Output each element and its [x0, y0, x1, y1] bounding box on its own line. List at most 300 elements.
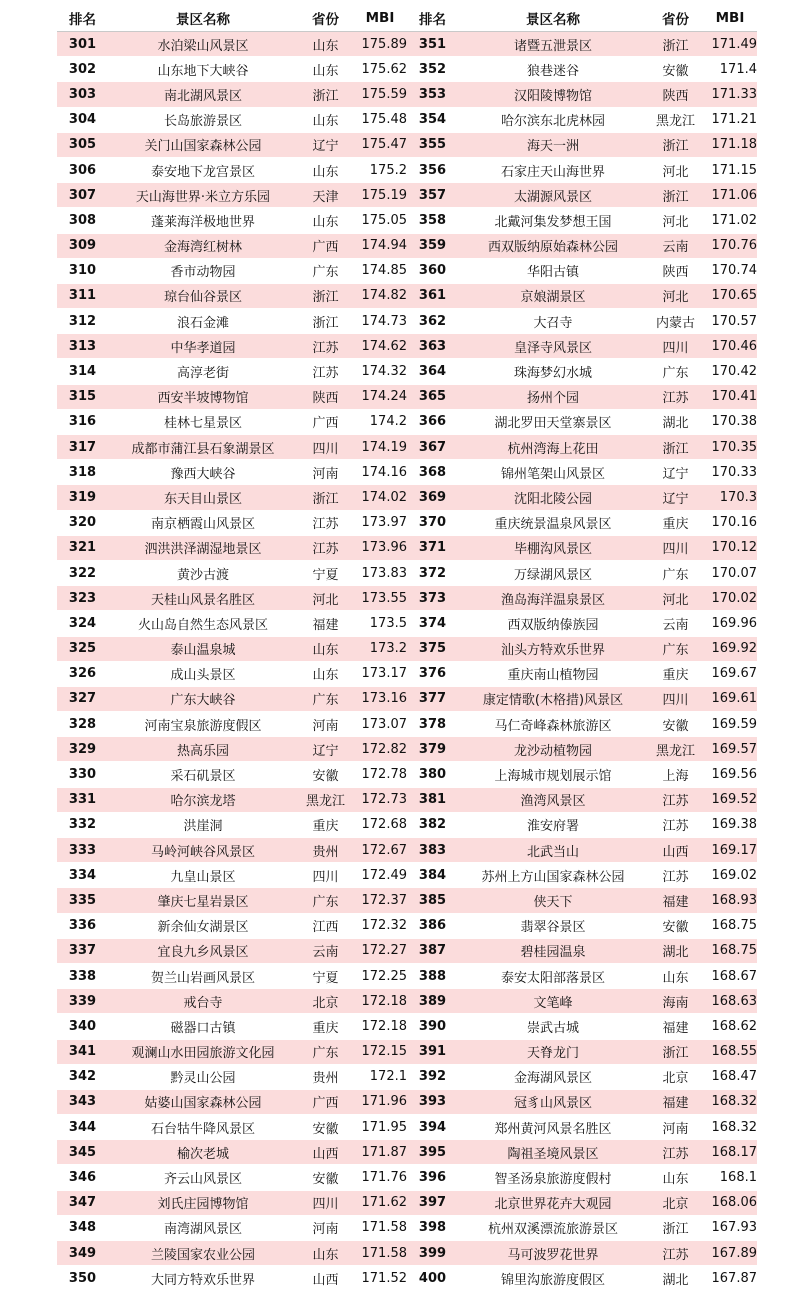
right-name-cell: 冠豸山风景区: [458, 1089, 648, 1114]
table-row: [57, 963, 757, 988]
table-row: [57, 989, 757, 1014]
left-mbi-cell: 171.58: [353, 1215, 407, 1240]
left-mbi-cell: 175.47: [353, 132, 407, 157]
right-mbi-cell: 169.92: [703, 636, 757, 661]
left-mbi-cell: 172.1: [353, 1064, 407, 1089]
right-province-cell: 广东: [648, 359, 703, 384]
right-province-cell: 安徽: [648, 913, 703, 938]
left-mbi-cell: 175.05: [353, 208, 407, 233]
right-name-cell: 沈阳北陵公园: [458, 485, 648, 510]
left-name-cell: 姑婆山国家森林公园: [108, 1089, 298, 1114]
right-rank-cell: 353: [407, 82, 458, 107]
left-rank-cell: 302: [57, 57, 108, 82]
left-mbi-cell: 172.25: [353, 963, 407, 988]
left-rank-cell: 303: [57, 82, 108, 107]
right-rank-cell: 370: [407, 510, 458, 535]
left-rank-cell: 304: [57, 107, 108, 132]
table-row: [57, 460, 757, 485]
right-name-cell: 杭州湾海上花田: [458, 435, 648, 460]
left-province-cell: 重庆: [298, 1014, 353, 1039]
left-rank-cell: 341: [57, 1039, 108, 1064]
right-rank-cell: 357: [407, 183, 458, 208]
left-province-cell: 四川: [298, 863, 353, 888]
right-name-cell: 大召寺: [458, 309, 648, 334]
left-province-cell: 山东: [298, 661, 353, 686]
right-rank-cell: 356: [407, 157, 458, 182]
table-row: [57, 1266, 757, 1291]
left-province-cell: 重庆: [298, 812, 353, 837]
right-province-cell: 云南: [648, 611, 703, 636]
left-province-cell: 山东: [298, 57, 353, 82]
left-name-cell: 浪石金滩: [108, 309, 298, 334]
left-rank-cell: 344: [57, 1115, 108, 1140]
right-name-cell: 郑州黄河风景名胜区: [458, 1115, 648, 1140]
right-name-cell: 碧桂园温泉: [458, 938, 648, 963]
right-rank-cell: 386: [407, 913, 458, 938]
table-row: [57, 787, 757, 812]
right-province-cell: 重庆: [648, 661, 703, 686]
right-mbi-cell: 170.02: [703, 586, 757, 611]
left-mbi-cell: 173.07: [353, 712, 407, 737]
left-name-cell: 蓬莱海洋极地世界: [108, 208, 298, 233]
left-mbi-cell: 175.48: [353, 107, 407, 132]
right-mbi-cell: 170.3: [703, 485, 757, 510]
left-rank-cell: 325: [57, 636, 108, 661]
right-province-cell: 四川: [648, 535, 703, 560]
left-name-cell: 马岭河峡谷风景区: [108, 838, 298, 863]
right-province-cell: 四川: [648, 334, 703, 359]
left-province-cell: 贵州: [298, 838, 353, 863]
left-province-cell: 安徽: [298, 1115, 353, 1140]
left-rank-cell: 349: [57, 1241, 108, 1266]
right-mbi-cell: 168.32: [703, 1115, 757, 1140]
left-rank-cell: 334: [57, 863, 108, 888]
left-mbi-cell: 172.49: [353, 863, 407, 888]
table-row: [57, 812, 757, 837]
right-mbi-cell: 168.06: [703, 1190, 757, 1215]
left-province-cell: 江西: [298, 913, 353, 938]
right-mbi-cell: 170.07: [703, 560, 757, 585]
left-mbi-cell: 174.19: [353, 435, 407, 460]
table-row: [57, 888, 757, 913]
left-mbi-cell: 173.83: [353, 560, 407, 585]
header-province-right: 省份: [648, 5, 703, 32]
left-province-cell: 贵州: [298, 1064, 353, 1089]
table-row: [57, 435, 757, 460]
right-rank-cell: 372: [407, 560, 458, 585]
left-name-cell: 西安半坡博物馆: [108, 384, 298, 409]
right-mbi-cell: 171.15: [703, 157, 757, 182]
table-row: [57, 1241, 757, 1266]
right-name-cell: 湖北罗田天堂寨景区: [458, 409, 648, 434]
left-mbi-cell: 175.89: [353, 32, 407, 57]
right-mbi-cell: 168.1: [703, 1165, 757, 1190]
right-rank-cell: 368: [407, 460, 458, 485]
left-name-cell: 南湾湖风景区: [108, 1215, 298, 1240]
table-row: [57, 712, 757, 737]
left-mbi-cell: 175.19: [353, 183, 407, 208]
left-mbi-cell: 174.2: [353, 409, 407, 434]
right-mbi-cell: 168.75: [703, 938, 757, 963]
left-province-cell: 北京: [298, 989, 353, 1014]
left-mbi-cell: 175.59: [353, 82, 407, 107]
left-rank-cell: 336: [57, 913, 108, 938]
right-mbi-cell: 170.38: [703, 409, 757, 434]
left-province-cell: 山东: [298, 1241, 353, 1266]
left-name-cell: 南京栖霞山风景区: [108, 510, 298, 535]
right-name-cell: 海天一洲: [458, 132, 648, 157]
right-province-cell: 广东: [648, 636, 703, 661]
header-row: [57, 5, 757, 32]
right-rank-cell: 395: [407, 1140, 458, 1165]
left-rank-cell: 342: [57, 1064, 108, 1089]
left-province-cell: 山东: [298, 107, 353, 132]
right-rank-cell: 351: [407, 32, 458, 57]
right-rank-cell: 396: [407, 1165, 458, 1190]
left-mbi-cell: 171.96: [353, 1089, 407, 1114]
right-province-cell: 安徽: [648, 712, 703, 737]
right-province-cell: 浙江: [648, 1039, 703, 1064]
right-province-cell: 湖北: [648, 938, 703, 963]
right-rank-cell: 355: [407, 132, 458, 157]
table-row: [57, 359, 757, 384]
right-rank-cell: 398: [407, 1215, 458, 1240]
right-province-cell: 重庆: [648, 510, 703, 535]
left-mbi-cell: 172.32: [353, 913, 407, 938]
left-mbi-cell: 174.82: [353, 283, 407, 308]
right-rank-cell: 394: [407, 1115, 458, 1140]
right-rank-cell: 371: [407, 535, 458, 560]
left-province-cell: 河南: [298, 712, 353, 737]
left-rank-cell: 339: [57, 989, 108, 1014]
left-mbi-cell: 171.52: [353, 1266, 407, 1291]
left-province-cell: 四川: [298, 435, 353, 460]
header-name-right: 景区名称: [458, 5, 648, 32]
left-name-cell: 肇庆七星岩景区: [108, 888, 298, 913]
right-province-cell: 广东: [648, 560, 703, 585]
left-rank-cell: 305: [57, 132, 108, 157]
right-name-cell: 上海城市规划展示馆: [458, 762, 648, 787]
table-row: [57, 913, 757, 938]
left-province-cell: 河北: [298, 586, 353, 611]
left-rank-cell: 328: [57, 712, 108, 737]
right-rank-cell: 369: [407, 485, 458, 510]
right-province-cell: 江苏: [648, 787, 703, 812]
right-name-cell: 北戴河集发梦想王国: [458, 208, 648, 233]
left-mbi-cell: 172.67: [353, 838, 407, 863]
table-row: [57, 1215, 757, 1240]
left-name-cell: 中华孝道园: [108, 334, 298, 359]
left-rank-cell: 330: [57, 762, 108, 787]
right-province-cell: 江苏: [648, 812, 703, 837]
left-mbi-cell: 172.27: [353, 938, 407, 963]
right-name-cell: 苏州上方山国家森林公园: [458, 863, 648, 888]
right-rank-cell: 385: [407, 888, 458, 913]
left-rank-cell: 314: [57, 359, 108, 384]
right-name-cell: 文笔峰: [458, 989, 648, 1014]
right-name-cell: 锦里沟旅游度假区: [458, 1266, 648, 1291]
right-rank-cell: 397: [407, 1190, 458, 1215]
left-province-cell: 福建: [298, 611, 353, 636]
right-mbi-cell: 171.4: [703, 57, 757, 82]
left-rank-cell: 313: [57, 334, 108, 359]
left-province-cell: 山西: [298, 1140, 353, 1165]
header-mbi-left: MBI: [353, 5, 407, 32]
right-name-cell: 汕头方特欢乐世界: [458, 636, 648, 661]
left-rank-cell: 348: [57, 1215, 108, 1240]
left-province-cell: 浙江: [298, 485, 353, 510]
left-rank-cell: 318: [57, 460, 108, 485]
right-province-cell: 山东: [648, 1165, 703, 1190]
table-row: [57, 1165, 757, 1190]
right-name-cell: 西双版纳原始森林公园: [458, 233, 648, 258]
right-province-cell: 江苏: [648, 863, 703, 888]
left-name-cell: 关门山国家森林公园: [108, 132, 298, 157]
right-name-cell: 渔岛海洋温泉景区: [458, 586, 648, 611]
table-row: [57, 132, 757, 157]
left-name-cell: 成山头景区: [108, 661, 298, 686]
table-header: [57, 5, 757, 32]
right-province-cell: 江苏: [648, 1241, 703, 1266]
left-mbi-cell: 175.62: [353, 57, 407, 82]
left-mbi-cell: 174.02: [353, 485, 407, 510]
right-rank-cell: 377: [407, 686, 458, 711]
left-name-cell: 大同方特欢乐世界: [108, 1266, 298, 1291]
left-name-cell: 榆次老城: [108, 1140, 298, 1165]
right-mbi-cell: 169.17: [703, 838, 757, 863]
left-name-cell: 泗洪洪泽湖湿地景区: [108, 535, 298, 560]
right-mbi-cell: 170.12: [703, 535, 757, 560]
right-rank-cell: 362: [407, 309, 458, 334]
left-name-cell: 采石矶景区: [108, 762, 298, 787]
right-name-cell: 天脊龙门: [458, 1039, 648, 1064]
right-mbi-cell: 170.41: [703, 384, 757, 409]
right-mbi-cell: 170.74: [703, 258, 757, 283]
left-mbi-cell: 174.73: [353, 309, 407, 334]
left-rank-cell: 346: [57, 1165, 108, 1190]
left-province-cell: 江苏: [298, 535, 353, 560]
right-mbi-cell: 169.02: [703, 863, 757, 888]
left-name-cell: 热高乐园: [108, 737, 298, 762]
right-mbi-cell: 169.61: [703, 686, 757, 711]
right-mbi-cell: 168.62: [703, 1014, 757, 1039]
left-province-cell: 浙江: [298, 309, 353, 334]
table-row: [57, 82, 757, 107]
table-row: [57, 762, 757, 787]
right-mbi-cell: 170.35: [703, 435, 757, 460]
table-row: [57, 1089, 757, 1114]
right-province-cell: 内蒙古: [648, 309, 703, 334]
left-name-cell: 黄沙古渡: [108, 560, 298, 585]
left-name-cell: 齐云山风景区: [108, 1165, 298, 1190]
right-mbi-cell: 170.76: [703, 233, 757, 258]
right-province-cell: 黑龙江: [648, 107, 703, 132]
right-rank-cell: 382: [407, 812, 458, 837]
right-province-cell: 浙江: [648, 1215, 703, 1240]
right-name-cell: 重庆统景温泉风景区: [458, 510, 648, 535]
table-row: [57, 661, 757, 686]
left-province-cell: 宁夏: [298, 963, 353, 988]
left-name-cell: 山东地下大峡谷: [108, 57, 298, 82]
left-mbi-cell: 173.5: [353, 611, 407, 636]
header-rank-right: 排名: [407, 5, 458, 32]
right-province-cell: 河北: [648, 157, 703, 182]
table-row: [57, 838, 757, 863]
left-rank-cell: 347: [57, 1190, 108, 1215]
right-province-cell: 北京: [648, 1064, 703, 1089]
left-name-cell: 刘氏庄园博物馆: [108, 1190, 298, 1215]
right-province-cell: 浙江: [648, 183, 703, 208]
right-province-cell: 河北: [648, 283, 703, 308]
right-province-cell: 海南: [648, 989, 703, 1014]
left-name-cell: 长岛旅游景区: [108, 107, 298, 132]
left-province-cell: 云南: [298, 938, 353, 963]
left-rank-cell: 340: [57, 1014, 108, 1039]
left-mbi-cell: 172.15: [353, 1039, 407, 1064]
left-rank-cell: 312: [57, 309, 108, 334]
left-rank-cell: 337: [57, 938, 108, 963]
left-rank-cell: 307: [57, 183, 108, 208]
table-row: [57, 636, 757, 661]
left-province-cell: 山东: [298, 157, 353, 182]
right-name-cell: 渔湾风景区: [458, 787, 648, 812]
left-mbi-cell: 172.18: [353, 989, 407, 1014]
left-name-cell: 宜良九乡风景区: [108, 938, 298, 963]
right-mbi-cell: 170.16: [703, 510, 757, 535]
left-rank-cell: 350: [57, 1266, 108, 1291]
left-province-cell: 河南: [298, 460, 353, 485]
table-row: [57, 107, 757, 132]
right-rank-cell: 399: [407, 1241, 458, 1266]
right-rank-cell: 380: [407, 762, 458, 787]
left-name-cell: 新余仙女湖景区: [108, 913, 298, 938]
header-province-left: 省份: [298, 5, 353, 32]
right-name-cell: 万绿湖风景区: [458, 560, 648, 585]
right-rank-cell: 359: [407, 233, 458, 258]
right-rank-cell: 388: [407, 963, 458, 988]
right-mbi-cell: 171.33: [703, 82, 757, 107]
right-rank-cell: 378: [407, 712, 458, 737]
right-rank-cell: 366: [407, 409, 458, 434]
left-mbi-cell: 172.73: [353, 787, 407, 812]
right-rank-cell: 389: [407, 989, 458, 1014]
right-name-cell: 重庆南山植物园: [458, 661, 648, 686]
left-name-cell: 豫西大峡谷: [108, 460, 298, 485]
right-rank-cell: 384: [407, 863, 458, 888]
left-name-cell: 高淳老街: [108, 359, 298, 384]
left-province-cell: 山东: [298, 636, 353, 661]
left-name-cell: 戒台寺: [108, 989, 298, 1014]
table-body: [57, 32, 757, 1291]
left-rank-cell: 309: [57, 233, 108, 258]
right-mbi-cell: 170.46: [703, 334, 757, 359]
right-name-cell: 汉阳陵博物馆: [458, 82, 648, 107]
right-mbi-cell: 168.17: [703, 1140, 757, 1165]
left-mbi-cell: 173.97: [353, 510, 407, 535]
table-row: [57, 1190, 757, 1215]
right-rank-cell: 354: [407, 107, 458, 132]
left-mbi-cell: 172.68: [353, 812, 407, 837]
left-name-cell: 磁器口古镇: [108, 1014, 298, 1039]
table-row: [57, 510, 757, 535]
right-name-cell: 北武当山: [458, 838, 648, 863]
left-mbi-cell: 175.2: [353, 157, 407, 182]
right-name-cell: 华阳古镇: [458, 258, 648, 283]
left-rank-cell: 321: [57, 535, 108, 560]
right-name-cell: 京娘湖景区: [458, 283, 648, 308]
right-province-cell: 北京: [648, 1190, 703, 1215]
right-rank-cell: 373: [407, 586, 458, 611]
table-row: [57, 1064, 757, 1089]
right-province-cell: 陕西: [648, 258, 703, 283]
right-name-cell: 毕棚沟风景区: [458, 535, 648, 560]
right-rank-cell: 393: [407, 1089, 458, 1114]
left-rank-cell: 331: [57, 787, 108, 812]
right-province-cell: 浙江: [648, 435, 703, 460]
left-rank-cell: 306: [57, 157, 108, 182]
table-row: [57, 737, 757, 762]
table-row: [57, 409, 757, 434]
right-rank-cell: 367: [407, 435, 458, 460]
left-mbi-cell: 172.18: [353, 1014, 407, 1039]
left-rank-cell: 316: [57, 409, 108, 434]
left-province-cell: 广东: [298, 888, 353, 913]
table-row: [57, 863, 757, 888]
left-province-cell: 山东: [298, 208, 353, 233]
right-province-cell: 山东: [648, 963, 703, 988]
left-province-cell: 浙江: [298, 283, 353, 308]
right-mbi-cell: 167.93: [703, 1215, 757, 1240]
left-mbi-cell: 174.24: [353, 384, 407, 409]
table-row: [57, 32, 757, 57]
right-province-cell: 湖北: [648, 1266, 703, 1291]
right-name-cell: 陶祖圣境风景区: [458, 1140, 648, 1165]
left-name-cell: 火山岛自然生态风景区: [108, 611, 298, 636]
table-row: [57, 233, 757, 258]
right-rank-cell: 387: [407, 938, 458, 963]
table-row: [57, 1140, 757, 1165]
right-province-cell: 福建: [648, 1089, 703, 1114]
right-rank-cell: 352: [407, 57, 458, 82]
right-rank-cell: 381: [407, 787, 458, 812]
left-mbi-cell: 174.62: [353, 334, 407, 359]
table-row: [57, 384, 757, 409]
left-rank-cell: 324: [57, 611, 108, 636]
right-rank-cell: 361: [407, 283, 458, 308]
table-row: [57, 938, 757, 963]
right-province-cell: 安徽: [648, 57, 703, 82]
left-rank-cell: 326: [57, 661, 108, 686]
right-province-cell: 福建: [648, 1014, 703, 1039]
right-mbi-cell: 169.57: [703, 737, 757, 762]
left-name-cell: 天山海世界·米立方乐园: [108, 183, 298, 208]
left-name-cell: 黔灵山公园: [108, 1064, 298, 1089]
table-row: [57, 258, 757, 283]
left-province-cell: 宁夏: [298, 560, 353, 585]
table-row: [57, 1115, 757, 1140]
left-mbi-cell: 172.37: [353, 888, 407, 913]
left-mbi-cell: 171.95: [353, 1115, 407, 1140]
right-name-cell: 北京世界花卉大观园: [458, 1190, 648, 1215]
right-province-cell: 湖北: [648, 409, 703, 434]
right-rank-cell: 363: [407, 334, 458, 359]
table-row: [57, 1039, 757, 1064]
right-province-cell: 黑龙江: [648, 737, 703, 762]
table-row: [57, 535, 757, 560]
table-row: [57, 57, 757, 82]
right-mbi-cell: 169.56: [703, 762, 757, 787]
left-name-cell: 琼台仙谷景区: [108, 283, 298, 308]
